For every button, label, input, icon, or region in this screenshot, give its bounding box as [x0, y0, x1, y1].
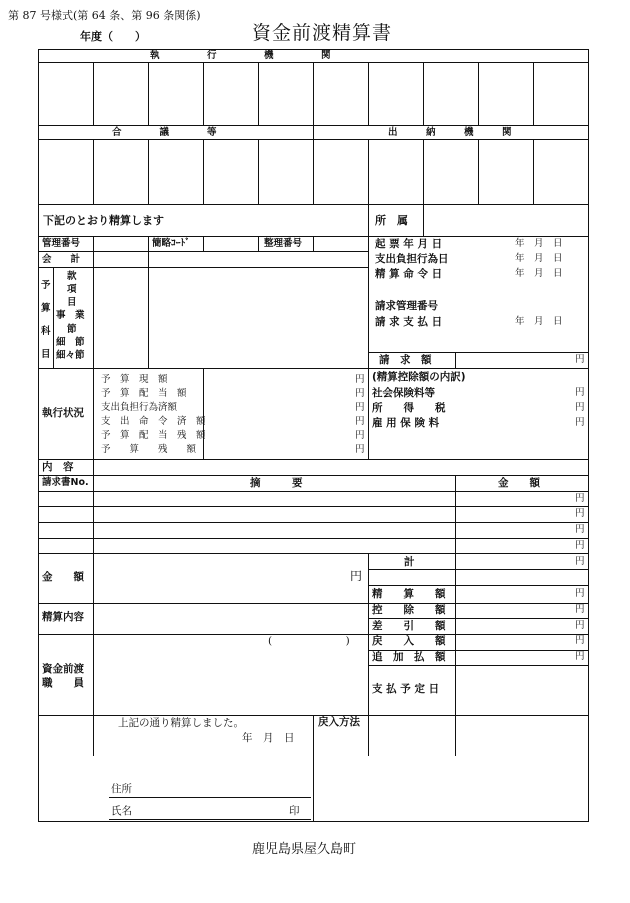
- divider: [53, 267, 54, 368]
- divider: [258, 139, 259, 204]
- divider: [368, 204, 369, 368]
- divider: [423, 204, 424, 236]
- divider: [313, 715, 314, 822]
- budget-vert-3: 目: [41, 349, 51, 360]
- mgmt-no-label: 管理番号: [42, 238, 81, 249]
- name-label: 氏名: [111, 805, 132, 817]
- yen: 円: [575, 604, 585, 615]
- return-method-label: 戻入方法: [318, 716, 360, 728]
- municipality: 鹿児島県屋久島町: [252, 842, 357, 857]
- divider: [93, 603, 94, 634]
- exec-label: 執行状況: [42, 407, 84, 419]
- yen: 円: [575, 540, 585, 551]
- yen: 円: [575, 556, 585, 567]
- name-underline: [109, 819, 311, 820]
- yen: 円: [575, 417, 585, 428]
- settled-date: 年 月 日: [242, 732, 295, 744]
- yen: 円: [575, 387, 585, 398]
- divider: [423, 139, 424, 204]
- date-value-1: 年 月 日: [515, 253, 563, 264]
- divider: [368, 585, 589, 586]
- budget-item-moku: 目: [67, 297, 77, 308]
- budget-vert-0: 予: [41, 280, 51, 291]
- budget-item-jigyou: 事 業: [56, 310, 85, 321]
- form-number: 第 87 号様式(第 64 条、第 96 条関係): [8, 9, 201, 22]
- divider: [38, 204, 589, 205]
- date-label-1: 支出負担行為日: [375, 253, 449, 265]
- budget-item-saisaisetsu: 細々節: [56, 350, 85, 361]
- divider: [258, 236, 259, 251]
- settle-row-3: 戻 入 額: [372, 635, 446, 647]
- claim-amount-label: 請 求 額: [379, 354, 432, 366]
- divider: [203, 236, 204, 251]
- divider: [533, 139, 534, 204]
- invoice-no-header: 請求書No.: [42, 477, 89, 488]
- exec-item-5: 予 算 残 額: [101, 444, 197, 455]
- council-header: 合 議 等: [112, 127, 217, 138]
- executive-org-header: 執 行 機 関: [150, 50, 331, 61]
- divider: [368, 618, 589, 619]
- deduction-1: 所 得 税: [372, 402, 446, 414]
- divider: [148, 139, 149, 204]
- date-value-2: 年 月 日: [515, 268, 563, 279]
- deduction-2: 雇 用 保 険 料: [372, 417, 440, 429]
- budget-vert-1: 算: [41, 303, 51, 314]
- divider: [533, 62, 534, 125]
- budget-vert-2: 科: [41, 326, 51, 337]
- yen: 円: [355, 402, 365, 413]
- divider: [93, 368, 94, 459]
- yen: 円: [355, 374, 365, 385]
- pay-plan-label: 支 払 予 定 日: [372, 683, 440, 695]
- divider: [313, 125, 314, 204]
- exec-item-3: 支 出 命 令 済 額: [101, 416, 206, 427]
- exec-item-4: 予 算 配 当 残 額: [101, 430, 206, 441]
- address-label: 住所: [111, 783, 132, 795]
- divider: [423, 62, 424, 125]
- deduction-header: (精算控除額の内訳): [372, 371, 466, 383]
- budget-item-setsu: 節: [67, 324, 77, 335]
- settle-row-0: 精 算 額: [372, 588, 446, 600]
- divider: [478, 139, 479, 204]
- claim-pay-value: 年 月 日: [515, 316, 563, 327]
- amount-header: 金 額: [498, 477, 540, 489]
- content-label: 内 容: [42, 461, 74, 473]
- divider: [38, 368, 589, 369]
- treasurer-header: 出 納 機 関: [388, 127, 512, 138]
- yen: 円: [575, 354, 585, 365]
- divider: [93, 139, 94, 204]
- divider: [93, 634, 94, 756]
- divider: [368, 553, 369, 756]
- divider: [38, 251, 368, 252]
- yen: 円: [355, 388, 365, 399]
- divider: [93, 62, 94, 125]
- divider: [455, 352, 456, 368]
- divider: [368, 368, 369, 459]
- settle-row-4: 追 加 払 額: [372, 651, 446, 663]
- divider: [93, 251, 94, 368]
- yen: 円: [575, 588, 585, 599]
- yen: 円: [575, 620, 585, 631]
- divider: [148, 62, 149, 125]
- divider: [368, 665, 589, 666]
- seal-mark: 印: [289, 805, 300, 817]
- yen: 円: [575, 651, 585, 662]
- abbr-code-label: 簡略ｺｰﾄﾞ: [152, 238, 191, 249]
- claim-mgmt-no: 請求管理番号: [375, 300, 438, 312]
- budget-item-kan: 款: [67, 271, 77, 282]
- yen: 円: [355, 430, 365, 441]
- total-label: 計: [404, 556, 415, 568]
- divider: [93, 553, 94, 603]
- divider: [38, 475, 589, 476]
- exec-item-2: 支出負担行為済額: [101, 402, 178, 413]
- divider: [38, 459, 589, 460]
- yen: 円: [350, 569, 363, 583]
- yen: 円: [575, 508, 585, 519]
- divider: [368, 569, 589, 570]
- divider: [38, 522, 589, 523]
- settle-note: 下記のとおり精算します: [43, 214, 164, 227]
- divider: [203, 139, 204, 204]
- exec-item-0: 予 算 現 額: [101, 374, 168, 385]
- divider: [368, 62, 369, 125]
- divider: [93, 236, 94, 251]
- deduction-0: 社会保険料等: [372, 387, 435, 399]
- settle-content-label: 精算内容: [42, 611, 84, 623]
- yen: 円: [575, 493, 585, 504]
- staff-label: 資金前渡 職 員: [42, 663, 84, 690]
- summary-header: 摘 要: [250, 477, 303, 489]
- address-underline: [109, 797, 311, 798]
- divider: [203, 368, 204, 459]
- settle-row-2: 差 引 額: [372, 620, 446, 632]
- budget-item-kou: 項: [67, 284, 77, 295]
- divider: [38, 267, 368, 268]
- ref-no-label: 整理番号: [264, 238, 303, 249]
- divider: [313, 236, 314, 251]
- divider: [38, 538, 589, 539]
- claim-pay-date: 請 求 支 払 日: [375, 316, 443, 328]
- yen: 円: [575, 635, 585, 646]
- yen: 円: [355, 444, 365, 455]
- divider: [478, 62, 479, 125]
- exec-item-1: 予 算 配 当 額: [101, 388, 187, 399]
- divider: [38, 553, 589, 554]
- divider: [203, 62, 204, 125]
- divider: [38, 506, 589, 507]
- divider: [313, 62, 314, 125]
- divider: [455, 475, 456, 756]
- account-label: 会 計: [42, 254, 81, 265]
- yen: 円: [575, 524, 585, 535]
- divider: [38, 603, 589, 604]
- fiscal-year: 年度（ ）: [80, 30, 146, 43]
- dept-label: 所 属: [375, 214, 408, 227]
- divider: [368, 352, 589, 353]
- yen: 円: [355, 416, 365, 427]
- date-label-0: 起 票 年 月 日: [375, 238, 443, 250]
- yen: 円: [575, 402, 585, 413]
- divider: [148, 236, 149, 368]
- paren: ( ): [268, 635, 350, 647]
- divider: [368, 139, 369, 204]
- date-label-2: 精 算 命 令 日: [375, 268, 443, 280]
- page-title: 資金前渡精算書: [252, 22, 393, 44]
- settled-text: 上記の通り精算しました。: [118, 717, 244, 729]
- divider: [38, 491, 589, 492]
- divider: [258, 62, 259, 125]
- amount-label: 金 額: [42, 571, 84, 583]
- settle-row-1: 控 除 額: [372, 604, 446, 616]
- date-value-0: 年 月 日: [515, 238, 563, 249]
- budget-item-saisetsu: 細 節: [56, 337, 85, 348]
